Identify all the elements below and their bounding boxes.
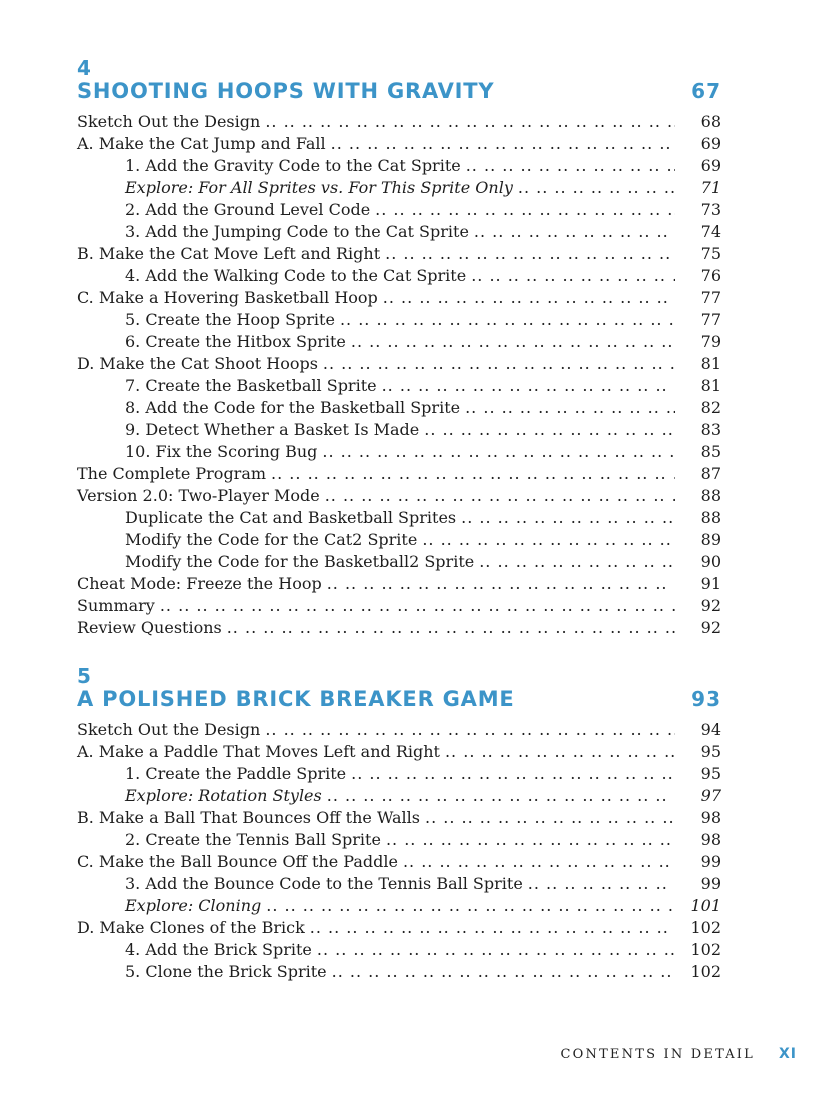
dot-leader [323, 353, 675, 375]
toc-entry-page-number: 88 [700, 508, 721, 527]
toc-entry-label: B. Make the Cat Move Left and Right [77, 244, 381, 263]
footer-running-head: CONTENTS IN DETAIL [560, 1047, 755, 1062]
dot-leader [322, 441, 675, 463]
toc-entry [77, 507, 721, 529]
toc-entry [77, 961, 721, 983]
toc-entry-page-number: 94 [700, 720, 721, 739]
toc-entry-page-number: 73 [700, 200, 721, 219]
toc-entry [77, 199, 721, 221]
dot-leader [271, 463, 675, 485]
dot-leader [474, 221, 675, 243]
dot-leader [317, 939, 675, 961]
toc-entry-page-number: 75 [700, 244, 721, 263]
toc-entry-label: D. Make the Cat Shoot Hoops [77, 354, 318, 373]
toc-entry-page-number: 77 [700, 288, 721, 307]
toc-entry [77, 917, 721, 939]
toc-entry-label: Explore: For All Sprites vs. For This Sprite Only [125, 178, 513, 197]
toc-entry-label: Version 2.0: Two-Player Mode [77, 486, 320, 505]
toc-entry [77, 243, 721, 265]
toc-entry-label: 2. Add the Ground Level Code [125, 200, 371, 219]
dot-leader [471, 265, 675, 287]
toc-entry-page-number: 74 [700, 222, 721, 241]
toc-entry-label: 5. Clone the Brick Sprite [125, 962, 327, 981]
toc-entry-label: Sketch Out the Design [77, 720, 261, 739]
toc-entry-label: Modify the Code for the Basketball2 Sprite [125, 552, 475, 571]
toc-entry-page-number: 95 [700, 742, 721, 761]
toc-entry-label: 4. Add the Walking Code to the Cat Sprite [125, 266, 467, 285]
toc-entry-label: 10. Fix the Scoring Bug [125, 442, 318, 461]
toc-entry-label: 9. Detect Whether a Basket Is Made [125, 420, 420, 439]
toc-entry-page-number: 97 [700, 786, 721, 805]
dot-leader [461, 507, 675, 529]
toc-entry-label: 5. Create the Hoop Sprite [125, 310, 335, 329]
dot-leader [445, 741, 675, 763]
chapter-page-number: 93 [691, 687, 721, 711]
chapter-entries [77, 111, 721, 639]
toc-entry-page-number: 71 [700, 178, 721, 197]
toc-entry-page-number: 77 [700, 310, 721, 329]
toc-entry-label: 7. Create the Basketball Sprite [125, 376, 377, 395]
toc-entry-label: B. Make a Ball That Bounces Off the Walls [77, 808, 420, 827]
dot-leader [265, 719, 675, 741]
toc-entry-page-number: 69 [700, 134, 721, 153]
toc-entry-label: Sketch Out the Design [77, 112, 261, 131]
dot-leader [386, 829, 675, 851]
dot-leader [385, 243, 675, 265]
dot-leader [351, 763, 675, 785]
footer-folio: XI [778, 1046, 797, 1062]
toc-entry-page-number: 81 [700, 354, 721, 373]
toc-entry-label: A. Make a Paddle That Moves Left and Right [77, 742, 440, 761]
toc-entry [77, 785, 721, 807]
dot-leader [332, 961, 675, 983]
toc-entry-label: The Complete Program [77, 464, 267, 483]
dot-leader [465, 397, 675, 419]
toc-entry [77, 485, 721, 507]
toc-entry [77, 111, 721, 133]
page-footer [560, 1046, 797, 1062]
dot-leader [382, 375, 675, 397]
dot-leader [325, 485, 675, 507]
toc-entry [77, 419, 721, 441]
toc-entry-page-number: 79 [700, 332, 721, 351]
toc-entry-page-number: 68 [700, 112, 721, 131]
toc-entry-page-number: 89 [700, 530, 721, 549]
toc-entry [77, 595, 721, 617]
dot-leader [266, 895, 675, 917]
toc-entry-page-number: 82 [700, 398, 721, 417]
chapter-page-number: 67 [691, 79, 721, 103]
toc-entry [77, 463, 721, 485]
dot-leader [518, 177, 675, 199]
toc-entry [77, 221, 721, 243]
dot-leader [327, 573, 675, 595]
dot-leader [327, 785, 675, 807]
toc-entry [77, 155, 721, 177]
toc-entry-page-number: 81 [700, 376, 721, 395]
dot-leader [479, 551, 675, 573]
dot-leader [375, 199, 675, 221]
toc-entry-page-number: 87 [700, 464, 721, 483]
toc-entry [77, 287, 721, 309]
toc-entry-page-number: 101 [690, 896, 721, 915]
toc-entry-label: D. Make Clones of the Brick [77, 918, 305, 937]
chapter-section [77, 58, 721, 639]
chapter-entries [77, 719, 721, 983]
toc-entry-page-number: 99 [700, 852, 721, 871]
dot-leader [425, 807, 675, 829]
dot-leader [227, 617, 675, 639]
toc-entry-page-number: 92 [700, 618, 721, 637]
toc-entry-label: 4. Add the Brick Sprite [125, 940, 312, 959]
toc-entry [77, 529, 721, 551]
toc-entry-page-number: 102 [690, 962, 721, 981]
toc-entry [77, 617, 721, 639]
dot-leader [383, 287, 675, 309]
toc-entry-page-number: 76 [700, 266, 721, 285]
toc-entry-label: Explore: Rotation Styles [125, 786, 322, 805]
toc-entry-page-number: 83 [700, 420, 721, 439]
toc-entry [77, 741, 721, 763]
toc-entry-page-number: 69 [700, 156, 721, 175]
dot-leader [466, 155, 675, 177]
toc-entry-label: Review Questions [77, 618, 222, 637]
toc-entry-page-number: 85 [700, 442, 721, 461]
dot-leader [528, 873, 675, 895]
chapter-title-row [77, 80, 721, 102]
toc-entry-page-number: 98 [700, 808, 721, 827]
toc-entry-page-number: 98 [700, 830, 721, 849]
dot-leader [351, 331, 675, 353]
dot-leader [403, 851, 675, 873]
chapter-title: A POLISHED BRICK BREAKER GAME [77, 687, 515, 711]
toc-entry [77, 851, 721, 873]
toc-entry-label: 1. Add the Gravity Code to the Cat Sprite [125, 156, 461, 175]
dot-leader [331, 133, 675, 155]
dot-leader [424, 419, 675, 441]
toc-entry-page-number: 102 [690, 940, 721, 959]
toc-entry-page-number: 95 [700, 764, 721, 783]
toc-entry-page-number: 102 [690, 918, 721, 937]
chapter-number: 5 [77, 664, 92, 688]
toc-entry-label: 8. Add the Code for the Basketball Sprite [125, 398, 461, 417]
toc-entry-label: A. Make the Cat Jump and Fall [77, 134, 326, 153]
dot-leader [340, 309, 675, 331]
dot-leader [160, 595, 675, 617]
toc-entry [77, 829, 721, 851]
toc-entry-label: C. Make the Ball Bounce Off the Paddle [77, 852, 398, 871]
toc-entry-page-number: 90 [700, 552, 721, 571]
chapter-title-row [77, 688, 721, 710]
toc-entry [77, 397, 721, 419]
toc-entry-label: Duplicate the Cat and Basketball Sprites [125, 508, 457, 527]
toc-entry [77, 133, 721, 155]
toc-sections [77, 58, 721, 983]
toc-entry [77, 265, 721, 287]
dot-leader [310, 917, 675, 939]
toc-entry [77, 353, 721, 375]
toc-entry-page-number: 91 [700, 574, 721, 593]
toc-entry [77, 895, 721, 917]
chapter-title: SHOOTING HOOPS WITH GRAVITY [77, 79, 495, 103]
chapter-section [77, 666, 721, 983]
toc-entry [77, 551, 721, 573]
toc-entry [77, 763, 721, 785]
toc-entry-page-number: 92 [700, 596, 721, 615]
toc-entry-label: Explore: Cloning [125, 896, 262, 915]
toc-entry [77, 375, 721, 397]
toc-entry-label: 6. Create the Hitbox Sprite [125, 332, 346, 351]
toc-entry-label: Modify the Code for the Cat2 Sprite [125, 530, 418, 549]
toc-entry-page-number: 99 [700, 874, 721, 893]
toc-entry [77, 309, 721, 331]
toc-entry [77, 441, 721, 463]
toc-entry [77, 939, 721, 961]
toc-entry-label: 3. Add the Bounce Code to the Tennis Ball Sprite [125, 874, 523, 893]
toc-entry [77, 873, 721, 895]
toc-entry-label: Cheat Mode: Freeze the Hoop [77, 574, 322, 593]
toc-page [77, 58, 721, 983]
dot-leader [265, 111, 675, 133]
toc-entry [77, 719, 721, 741]
toc-entry-label: Summary [77, 596, 155, 615]
toc-entry-label: 2. Create the Tennis Ball Sprite [125, 830, 381, 849]
toc-entry-label: 3. Add the Jumping Code to the Cat Sprite [125, 222, 469, 241]
toc-entry-page-number: 88 [700, 486, 721, 505]
dot-leader [422, 529, 675, 551]
toc-entry [77, 573, 721, 595]
toc-entry [77, 807, 721, 829]
toc-entry-label: C. Make a Hovering Basketball Hoop [77, 288, 378, 307]
toc-entry-label: 1. Create the Paddle Sprite [125, 764, 347, 783]
toc-entry [77, 177, 721, 199]
chapter-number: 4 [77, 56, 92, 80]
toc-entry [77, 331, 721, 353]
